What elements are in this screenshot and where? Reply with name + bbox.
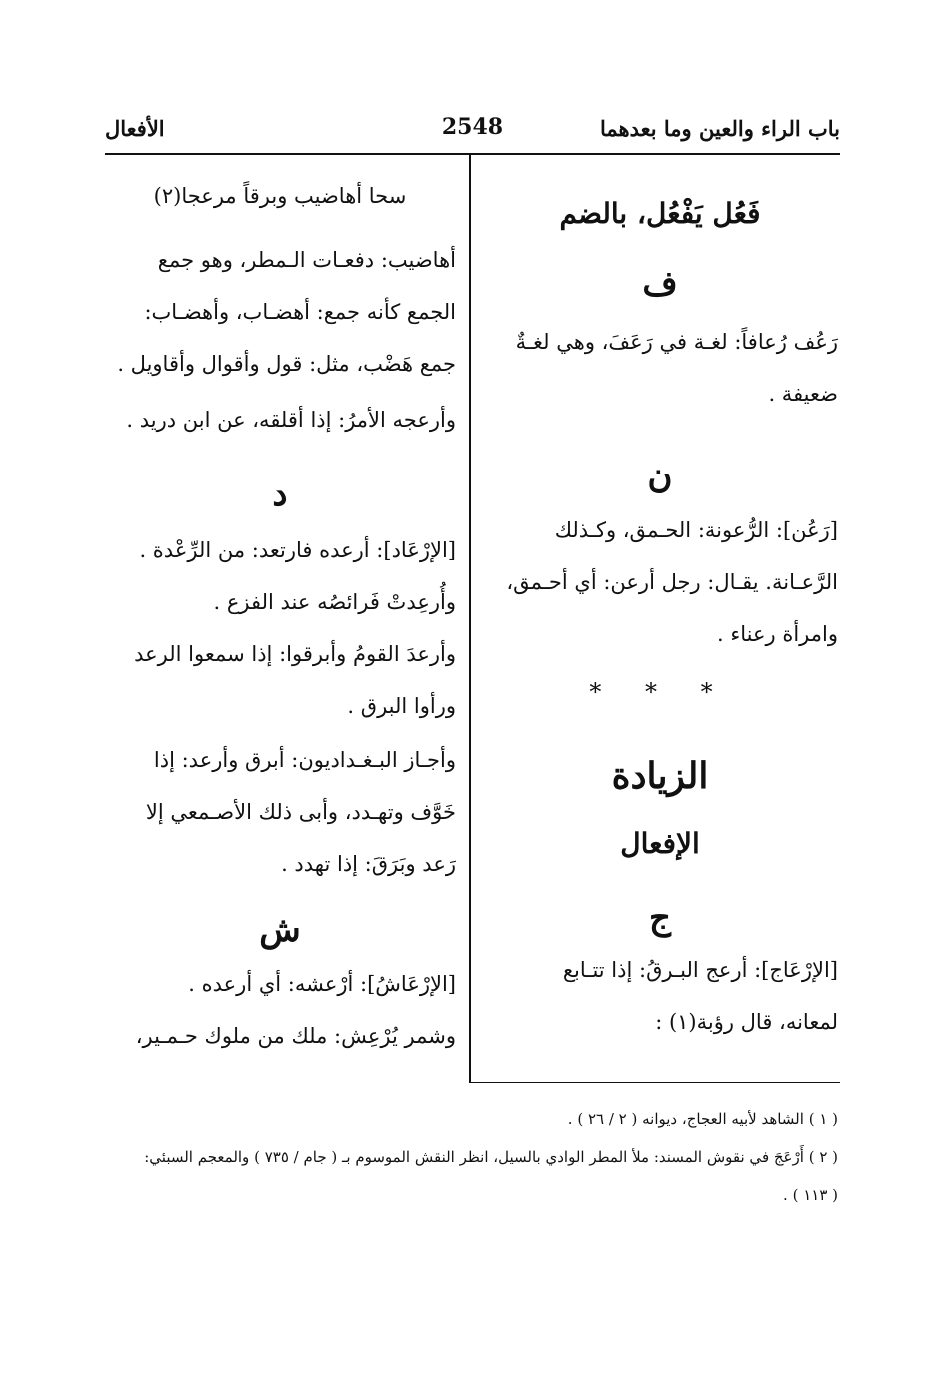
page-number: 2548	[441, 114, 504, 140]
entry-line: [الإرْعَاج]: أرعج البـرقُ: إذا تتـابع	[562, 958, 838, 982]
entry-line: وأرعجه الأمرُ: إذا أقلقه، عن ابن دريد .	[126, 408, 456, 432]
header-rule	[105, 153, 840, 155]
chapter-title: الأفعال	[105, 116, 165, 141]
entry-line: رَعد وبَرَقَ: إذا تهدد .	[281, 852, 456, 876]
entry-line: وامرأة رعناء .	[717, 622, 838, 646]
verse-line: سحا أهاضيب وبرقاً مرعجا(٢)	[153, 184, 407, 208]
entry-line: الجمع كأنه جمع: أهضـاب، وأهضـاب:	[144, 300, 456, 324]
footnote-2-continued: ( ١١٣ ) .	[783, 1186, 838, 1204]
entry-line: جمع هَضْب، مثل: قول وأقوال وأقاويل .	[117, 352, 456, 376]
entry-line: وأرعدَ القومُ وأبرقوا: إذا سمعوا الرعد	[134, 642, 456, 666]
entry-line: الرَّعـانة. يقـال: رجل أرعن: أي أحـمق،	[506, 570, 838, 594]
letter-heading-sh: ش	[259, 910, 301, 950]
entry-line: وأُرعِدتْ فَرائصُه عند الفزع .	[213, 590, 456, 614]
separator-stars: * * *	[589, 678, 731, 706]
entry-line: ضعيفة .	[768, 382, 838, 406]
entry-line: رَعُف رُعافاً: لغـة في رَعَفَ، وهي لغـةٌ	[515, 330, 838, 354]
entry-line: ورأوا البرق .	[347, 694, 456, 718]
section-title: باب الراء والعين وما بعدهما	[599, 116, 840, 141]
heading-fa3ul: فَعُل يَفْعُل، بالضم	[559, 197, 761, 230]
entry-line: [رَعُن]: الرُّعونة: الحـمق، وكـذلك	[554, 518, 838, 542]
entry-line: لمعانه، قال رؤبة(١) :	[655, 1010, 838, 1034]
entry-line: أهاضيب: دفعـات الـمطر، وهو جمع	[157, 248, 456, 272]
footnote-2: ( ٢ ) أَرْعَجَ في نقوش المسند: ملأ المطر الوادي بالسيل، انظر النقش الموسوم بـ ( جام / ٧٣٥ ) والمعجم السبئي:	[144, 1148, 838, 1166]
page-header	[105, 110, 840, 150]
entry-line: خَوَّف وتهـدد، وأبى ذلك الأصـمعي إلا	[145, 800, 456, 824]
entry-line: وشمر يُرْعِش: ملك من ملوك حـمـير،	[135, 1024, 456, 1048]
footnote-1: ( ١ ) الشاهد لأبيه العجاج، ديوانه ( ٢ / ٢٦ ) .	[567, 1110, 838, 1128]
footnotes	[108, 1100, 838, 1214]
column-divider	[469, 155, 471, 1083]
left-column	[104, 170, 456, 1062]
right-column	[482, 170, 838, 1048]
letter-heading-d: د	[272, 474, 288, 514]
subsection-heading: الإفعال	[620, 827, 700, 860]
entry-line: [الإرْعَاشُ]: أرْعشه: أي أرعده .	[188, 972, 456, 996]
letter-heading-f: ف	[642, 264, 678, 304]
footnote-rule	[470, 1082, 840, 1083]
entry-line: [الإرْعَاد]: أرعده فارتعد: من الرِّعْدة .	[139, 538, 456, 562]
letter-heading-j: ج	[649, 898, 671, 938]
entry-line: وأجـاز البـغـداديون: أبرق وأرعد: إذا	[153, 748, 456, 772]
section-heading: الزيادة	[611, 755, 709, 797]
letter-heading-n: ن	[647, 456, 673, 496]
